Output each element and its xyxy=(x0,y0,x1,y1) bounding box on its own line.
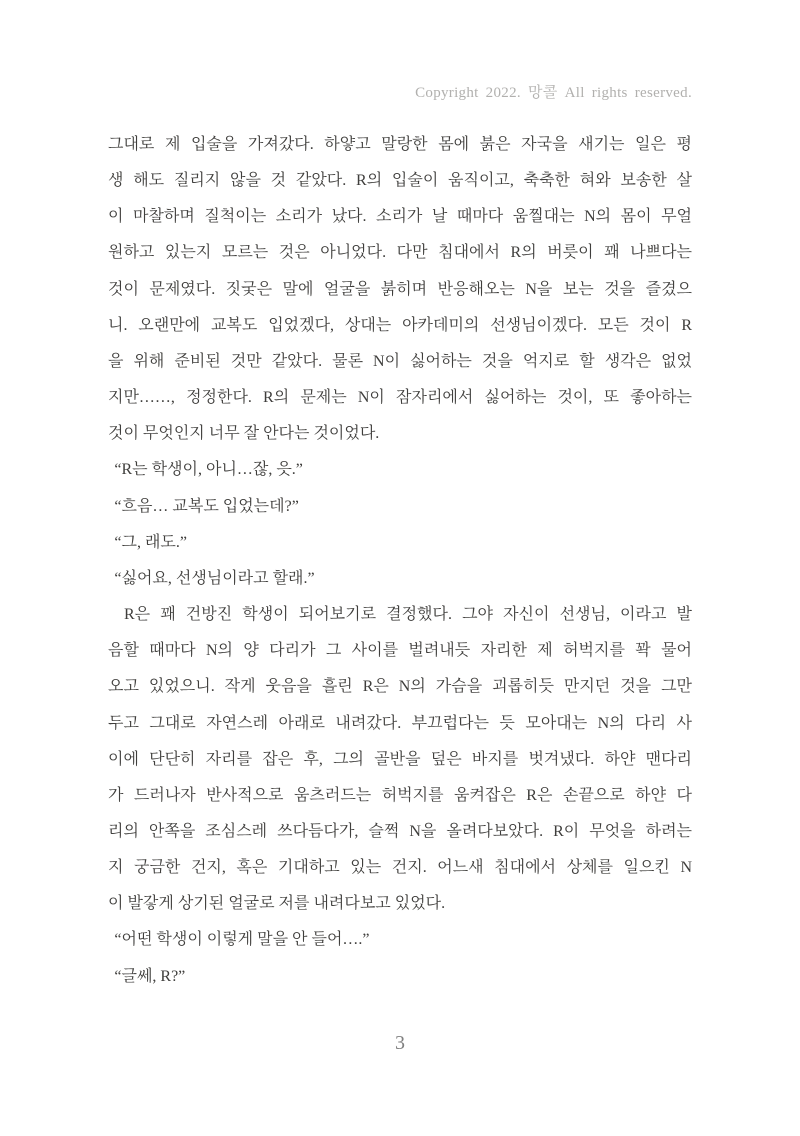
paragraph-line: 을 위해 준비된 것만 같았다. 물론 N이 싫어하는 것을 억지로 할 생각은 없었 xyxy=(108,352,692,370)
dialogue-line: “싫어요, 선생님이라고 할래.” xyxy=(114,569,315,587)
paragraph-line: 그대로 제 입술을 가져갔다. 하얗고 말랑한 몸에 붉은 자국을 새기는 일은 평 xyxy=(108,136,692,153)
paragraph-line: R은 꽤 건방진 학생이 되어보기로 결정했다. 그야 자신이 선생님, 이라고 발 xyxy=(124,606,692,624)
paragraph-line: 지 궁금한 건지, 혹은 기대하고 있는 건지. 어느새 침대에서 상체를 일으킨 N xyxy=(108,859,692,877)
paragraph-line: 두고 그대로 자연스레 아래로 내려갔다. 부끄럽다는 듯 모아대는 N의 다리 사 xyxy=(108,714,692,732)
paragraph-line: 리의 안쪽을 조심스레 쓰다듬다가, 슬쩍 N을 올려다보았다. R이 무엇을 하려는 xyxy=(108,822,692,840)
paragraph-line: 지만……, 정정한다. R의 문제는 N이 잠자리에서 싫어하는 것이, 또 좋아하는 xyxy=(108,389,692,407)
paragraph-line: 생 해도 질리지 않을 것 같았다. R의 입술이 움직이고, 축축한 혀와 보송한 살 xyxy=(108,172,692,190)
dialogue-line: “흐음… 교복도 입었는데?” xyxy=(114,497,299,515)
paragraph-line: 이 마찰하며 질척이는 소리가 났다. 소리가 날 때마다 움찔대는 N의 몸이 무얼 xyxy=(108,208,692,226)
paragraph-line: 음할 때마다 N의 양 다리가 그 사이를 벌려내듯 자리한 제 허벅지를 꽉 물어 xyxy=(108,642,692,660)
paragraph-line: 오고 있었으니. 작게 웃음을 흘린 R은 N의 가슴을 괴롭히듯 만지던 것을 그만 xyxy=(108,678,692,696)
dialogue-line: “R는 학생이, 아니…잖, 읏.” xyxy=(114,461,303,479)
paragraph-line: 것이 문제였다. 짓궂은 말에 얼굴을 붉히며 반응해오는 N을 보는 것을 즐겼으 xyxy=(108,280,692,298)
copyright-notice: Copyright 2022. 망콜 All rights reserved. xyxy=(415,85,692,101)
paragraph-line: 원하고 있는지 모르는 것은 아니었다. 다만 침대에서 R의 버릇이 꽤 나쁘다는 xyxy=(108,244,692,262)
dialogue-line: “어떤 학생이 이렇게 말을 안 들어….” xyxy=(114,931,370,949)
body-text xyxy=(108,127,692,995)
paragraph-line: 가 드러나자 반사적으로 움츠러드는 허벅지를 움켜잡은 R은 손끝으로 하얀 다 xyxy=(108,786,692,804)
paragraph-line: 니. 오랜만에 교복도 입었겠다, 상대는 아카데미의 선생님이겠다. 모든 것이 R xyxy=(108,316,692,334)
paragraph-line: 것이 무엇인지 너무 잘 안다는 것이었다. xyxy=(108,425,380,443)
page-number: 3 xyxy=(395,1032,405,1054)
paragraph-line: 이 발갛게 상기된 얼굴로 저를 내려다보고 있었다. xyxy=(108,895,446,913)
paragraph-line: 이에 단단히 자리를 잡은 후, 그의 골반을 덮은 바지를 벗겨냈다. 하얀 맨다리 xyxy=(108,750,692,768)
dialogue-line: “글쎄, R?” xyxy=(114,967,186,985)
dialogue-line: “그, 래도.” xyxy=(114,533,187,551)
